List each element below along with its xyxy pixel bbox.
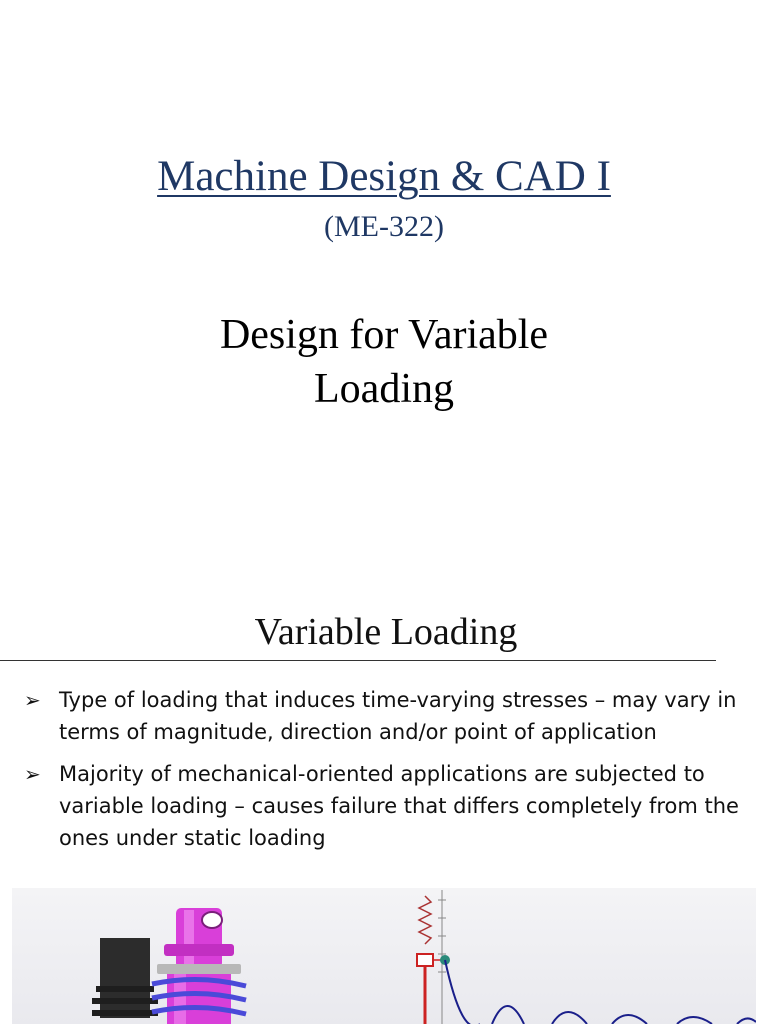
damped-curve xyxy=(445,960,756,1024)
figure-illustration xyxy=(12,888,756,1024)
arrow-bullet-icon: ➢ xyxy=(24,762,41,786)
mass-marker-box xyxy=(417,954,433,966)
spring-damper-figure xyxy=(12,888,756,1024)
bullet-text: Majority of mechanical-oriented applications are subjected to variable loading – causes failure that differs completely from the ones under static loading xyxy=(59,762,739,850)
bullet-item xyxy=(24,758,744,854)
subtitle-line-1: Design for Variable xyxy=(219,312,549,358)
shock-absorber-shadow xyxy=(92,938,158,1018)
bullet-item xyxy=(24,684,744,748)
spring-zigzag xyxy=(419,896,431,944)
arrow-bullet-icon: ➢ xyxy=(24,688,41,712)
course-code: (ME-322) xyxy=(324,210,444,243)
vibration-response-graph xyxy=(417,890,756,1024)
course-title: Machine Design & CAD I xyxy=(157,153,611,200)
bullet-list xyxy=(24,684,744,864)
subtitle-line-2: Loading xyxy=(314,366,454,412)
section-title: Variable Loading xyxy=(254,611,518,653)
lecture-subtitle xyxy=(0,308,768,416)
shock-absorber-icon xyxy=(152,908,246,1024)
title-divider xyxy=(0,660,716,661)
bullet-text: Type of loading that induces time-varying stresses – may vary in terms of magnitude, direction and/or point of application xyxy=(59,688,737,744)
